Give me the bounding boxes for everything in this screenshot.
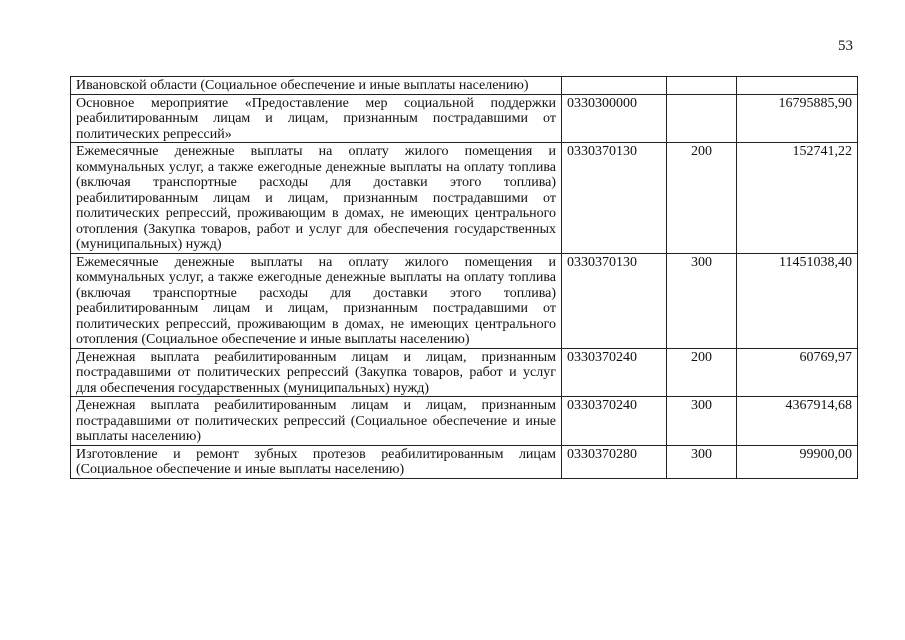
row-name: Денежная выплата реабилитированным лицам и лицам, признанным пострадавшими от политических репрессий (Закупка товаров, работ и услуг для обеспечения государственных (муниципальных) нужд) [71,348,562,397]
row-type: 300 [667,397,737,446]
row-type [667,94,737,143]
row-type: 300 [667,253,737,348]
row-sum: 152741,22 [737,143,858,254]
row-sum: 11451038,40 [737,253,858,348]
row-type: 300 [667,445,737,478]
table-row [71,445,858,478]
row-code [562,77,667,95]
row-code: 0330370240 [562,397,667,446]
table-row [71,348,858,397]
row-sum [737,77,858,95]
row-name: Денежная выплата реабилитированным лицам и лицам, признанным пострадавшими от политических репрессий (Социальное обеспечение и иные выплаты населению) [71,397,562,446]
row-sum: 99900,00 [737,445,858,478]
row-code: 0330370240 [562,348,667,397]
row-code: 0330370130 [562,143,667,254]
row-name: Изготовление и ремонт зубных протезов реабилитированным лицам (Социальное обеспечение и иные выплаты населению) [71,445,562,478]
table-row [71,253,858,348]
table-row [71,397,858,446]
row-code: 0330370280 [562,445,667,478]
row-name: Основное мероприятие «Предоставление мер социальной поддержки реабилитированным лицам и лицам, признанным пострадавшими от политических репрессий» [71,94,562,143]
budget-table [70,76,858,479]
page-number: 53 [838,38,853,54]
row-sum: 16795885,90 [737,94,858,143]
row-name: Ивановской области (Социальное обеспечение и иные выплаты населению) [71,77,562,95]
row-type [667,77,737,95]
table-row [71,77,858,95]
row-code: 0330300000 [562,94,667,143]
row-type: 200 [667,143,737,254]
row-name: Ежемесячные денежные выплаты на оплату жилого помещения и коммунальных услуг, а также ежегодные денежные выплаты на оплату топлива (включая транспортные расходы для доставки этого топлива) реабилитированным лицам и лицам, признанным пострадавшими от политических репрессий, проживающим в домах, не имеющих центрального отопления (Социальное обеспечение и иные выплаты населению) [71,253,562,348]
table-row [71,94,858,143]
row-name: Ежемесячные денежные выплаты на оплату жилого помещения и коммунальных услуг, а также ежегодные денежные выплаты на оплату топлива (включая транспортные расходы для доставки этого топлива) реабилитированным лицам и лицам, признанным пострадавшими от политических репрессий, проживающим в домах, не имеющих центрального отопления (Закупка товаров, работ и услуг для обеспечения государственных (муниципальных) нужд) [71,143,562,254]
row-type: 200 [667,348,737,397]
row-sum: 60769,97 [737,348,858,397]
row-code: 0330370130 [562,253,667,348]
row-sum: 4367914,68 [737,397,858,446]
table-row [71,143,858,254]
